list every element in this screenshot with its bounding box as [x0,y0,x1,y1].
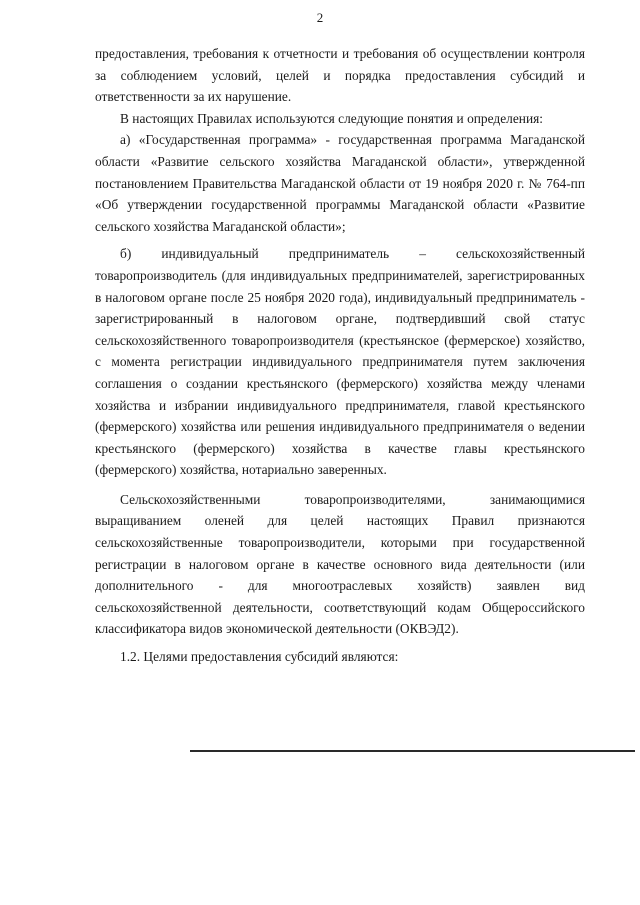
footer-rule [190,750,635,752]
paragraph-definition-a: а) «Государственная программа» - государственная программа Магаданской области «Развитие сельского хозяйства Магаданской области», утвержденной постановлением Правительства Магаданской области от 19 ноября 2020 г. № 764-пп «Об утверждении государственной программы Магаданской области «Развитие сельского хозяйства Магаданской области»; [95,132,585,234]
paragraph-reindeer-producers: Сельскохозяйственными товаропроизводителями, занимающимися выращиванием оленей для целей настоящих Правил признаются сельскохозяйственные товаропроизводители, которыми при государственной регистрации в налоговом органе в качестве основного вида деятельности (или дополнительного - для многоотраслевых хозяйств) заявлен вид сельскохозяйственной деятельности, соответствующий кодам Общероссийского классификатора видов экономической деятельности (ОКВЭД2). [95,491,585,637]
paragraph-intro-continuation: предоставления, требования к отчетности и требования об осуществлении контроля за соблюдением условий, целей и порядка предоставления субсидий и ответственности за их нарушение. [95,46,585,105]
paragraph-definitions-heading: В настоящих Правилах используются следующие понятия и определения: [120,110,543,126]
paragraph-definition-b: б) индивидуальный предприниматель – сельскохозяйственный товаропроизводитель (для индивидуальных предпринимателей, зарегистрированных в налоговом органе после 25 ноября 2020 года), индивидуальный предприниматель - зарегистрированный в налоговом органе, подтвердивший свой статус сельскохозяйственного товаропроизводителя (крестьянское (фермерское) хозяйство, с момента регистрации индивидуального предпринимателя путем заключения соглашения о создании крестьянского (фермерского) хозяйства между членами хозяйства и избрании индивидуального предпринимателя, главой крестьянского (фермерского) хозяйства или решения индивидуального предпринимателя о ведении крестьянского (фермерского) хозяйства в качестве главы крестьянского (фермерского) хозяйства, нотариально заверенных. [95,246,585,478]
paragraph-subsidy-goals: 1.2. Целями предоставления субсидий являются: [120,649,399,665]
document-body [95,43,585,668]
page-number: 2 [316,10,324,25]
